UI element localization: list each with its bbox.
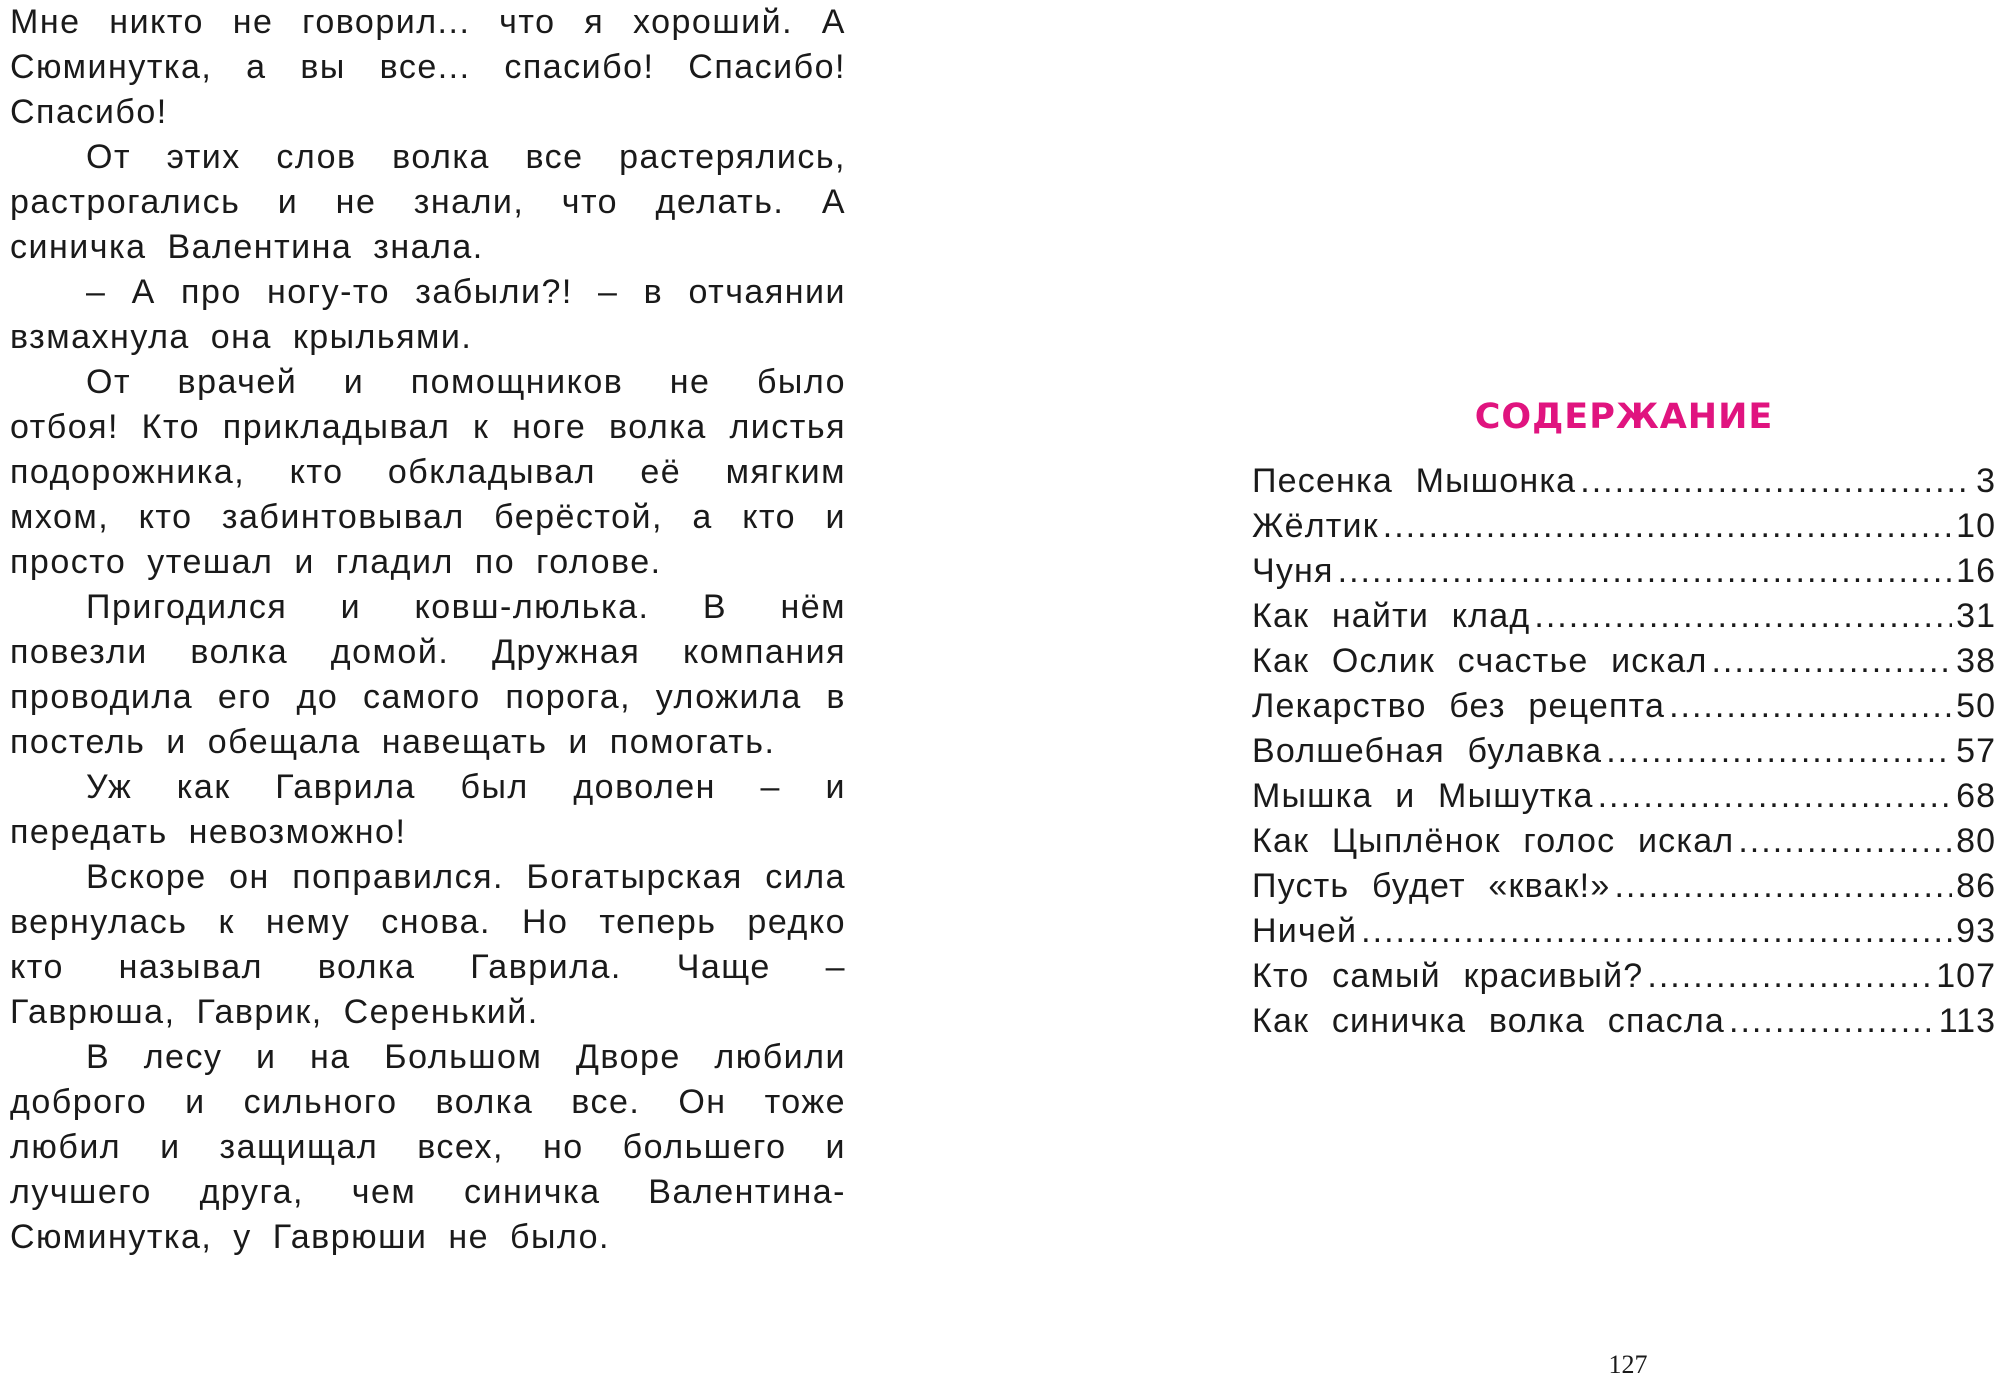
- toc-entry-page: 93: [1956, 912, 1996, 950]
- table-of-contents: [1252, 395, 1996, 1044]
- toc-entry-title: Как Цыплёнок голос искал: [1252, 822, 1735, 860]
- toc-entry-title: Жёлтик: [1252, 507, 1379, 545]
- toc-entry[interactable]: [1252, 549, 1996, 594]
- toc-entry[interactable]: [1252, 819, 1996, 864]
- toc-entry-title: Кто самый красивый?: [1252, 957, 1644, 995]
- toc-entry-title: Волшебная булавка: [1252, 732, 1603, 770]
- toc-leader-dots: [1614, 864, 1952, 909]
- story-paragraph: Мне никто не говорил... что я хороший. А Сюминутка, а вы все... спасибо! Спасибо! Спасибо!: [10, 3, 846, 131]
- toc-entry-title: Чуня: [1252, 552, 1334, 590]
- toc-entry-title: Как найти клад: [1252, 597, 1531, 635]
- toc-list: [1252, 459, 1996, 1044]
- toc-leader-dots: [1738, 819, 1952, 864]
- story-paragraph: Уж как Гаврила был доволен – и передать невозможно!: [10, 768, 846, 851]
- toc-leader-dots: [1534, 594, 1952, 639]
- toc-entry-page: 38: [1956, 642, 1996, 680]
- toc-entry-title: Пусть будет «квак!»: [1252, 867, 1611, 905]
- toc-entry[interactable]: [1252, 684, 1996, 729]
- toc-entry-title: Ничей: [1252, 912, 1358, 950]
- toc-leader-dots: [1606, 729, 1952, 774]
- toc-entry-page: 16: [1956, 552, 1996, 590]
- toc-title: СОДЕРЖАНИЕ: [1474, 397, 1774, 437]
- toc-entry-title: Как Ослик счастье искал: [1252, 642, 1708, 680]
- toc-entry-page: 86: [1956, 867, 1996, 905]
- toc-entry[interactable]: [1252, 954, 1996, 999]
- toc-entry[interactable]: [1252, 909, 1996, 954]
- story-paragraph: – А про ногу-то забыли?! – в отчаянии взмахнула она крыльями.: [10, 273, 846, 356]
- toc-entry-page: 80: [1956, 822, 1996, 860]
- toc-leader-dots: [1647, 954, 1932, 999]
- toc-entry-page: 107: [1936, 957, 1996, 995]
- toc-entry[interactable]: [1252, 999, 1996, 1044]
- toc-leader-dots: [1383, 504, 1952, 549]
- toc-entry[interactable]: [1252, 594, 1996, 639]
- story-paragraph: От этих слов волка все растерялись, растрогались и не знали, что делать. А синичка Валентина знала.: [10, 138, 846, 266]
- toc-entry[interactable]: [1252, 639, 1996, 684]
- story-paragraph: От врачей и помощников не было отбоя! Кто прикладывал к ноге волка листья подорожника, кто обкладывал её мягким мхом, кто забинтовывал берёстой, а кто и просто утешал и гладил по голове.: [10, 363, 846, 581]
- toc-entry[interactable]: [1252, 459, 1996, 504]
- toc-leader-dots: [1580, 459, 1972, 504]
- story-paragraph: В лесу и на Большом Дворе любили доброго и сильного волка все. Он тоже любил и защищал всех, но большего и лучшего друга, чем синичка Валентина-Сюминутка, у Гаврюши не было.: [10, 1038, 846, 1256]
- story-paragraph: Вскоре он поправился. Богатырская сила вернулась к нему снова. Но теперь редко кто называл волка Гаврила. Чаще – Гаврюша, Гаврик, Серенький.: [10, 858, 846, 1031]
- story-page: [10, 0, 846, 1260]
- toc-entry-title: Лекарство без рецепта: [1252, 687, 1666, 725]
- story-paragraph: Пригодился и ковш-люлька. В нём повезли волка домой. Дружная компания проводила его до самого порога, уложила в постель и обещала навещать и помогать.: [10, 588, 846, 761]
- toc-entry-title: Песенка Мышонка: [1252, 462, 1577, 500]
- toc-entry-title: Как синичка волка спасла: [1252, 1002, 1726, 1040]
- toc-entry-page: 113: [1938, 1002, 1996, 1040]
- toc-entry[interactable]: [1252, 864, 1996, 909]
- toc-entry-page: 3: [1976, 462, 1996, 500]
- toc-leader-dots: [1711, 639, 1952, 684]
- toc-entry-page: 57: [1956, 732, 1996, 770]
- page-number: 127: [1608, 1350, 1648, 1379]
- toc-entry-page: 68: [1956, 777, 1996, 815]
- toc-entry-title: Мышка и Мышутка: [1252, 777, 1594, 815]
- toc-entry[interactable]: [1252, 774, 1996, 819]
- toc-leader-dots: [1669, 684, 1952, 729]
- toc-entry-page: 10: [1956, 507, 1996, 545]
- toc-leader-dots: [1338, 549, 1953, 594]
- toc-entry-page: 50: [1956, 687, 1996, 725]
- toc-entry[interactable]: [1252, 729, 1996, 774]
- toc-leader-dots: [1598, 774, 1953, 819]
- toc-leader-dots: [1361, 909, 1952, 954]
- toc-entry-page: 31: [1956, 597, 1996, 635]
- toc-leader-dots: [1729, 999, 1935, 1044]
- toc-entry[interactable]: [1252, 504, 1996, 549]
